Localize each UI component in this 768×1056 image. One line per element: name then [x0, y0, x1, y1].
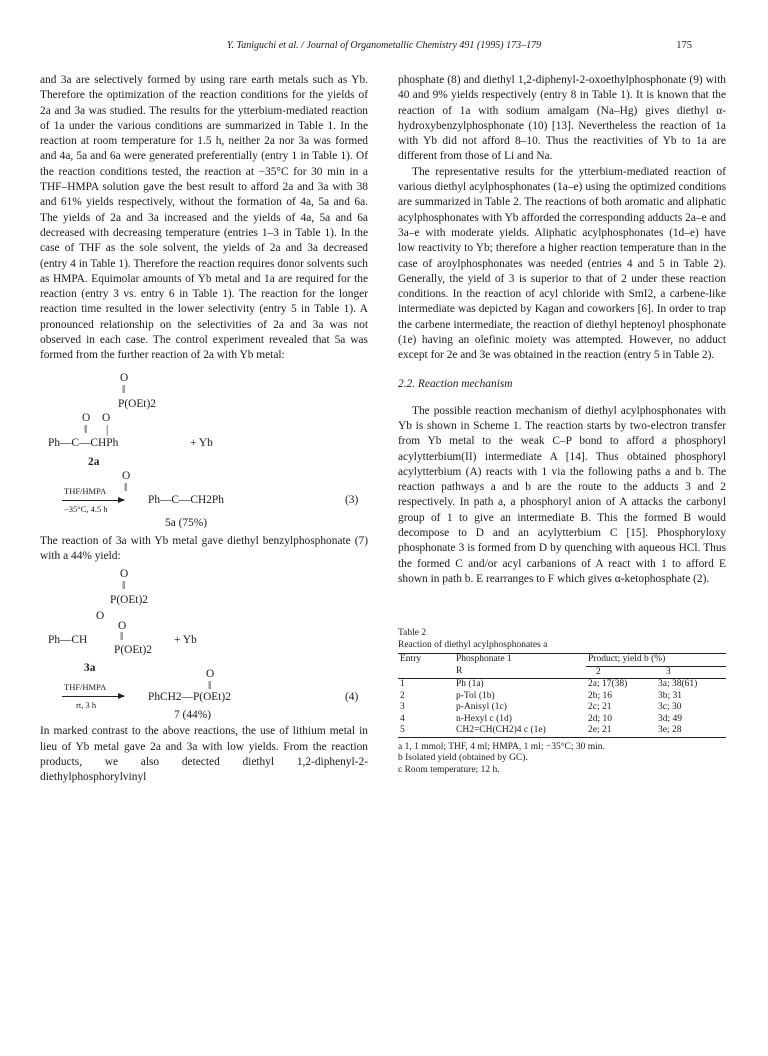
table-row: [398, 679, 726, 691]
equation-3: [40, 364, 368, 534]
eq4-p-label: 7 (44%): [174, 709, 212, 722]
eq3-cond-bot: −35°C, 4.5 h: [64, 503, 108, 514]
cell-r: Ph (1a): [456, 679, 484, 690]
eq3-s-main: Ph—C—CHPh: [48, 436, 119, 449]
left-paragraph-1: and 3a are selectively formed by using rare earth metals such as Yb. Therefore the optimization of the reaction conditions for the yields of 2a and 3a was studied. The results for the ytterbium-mediated reaction of 1a under the various conditions are summarized in Table 1. In the reaction at room temperature for 1.5 h, neither 2a nor 3a was formed and 4a, 5a and 6a were generated preferentially (entry 1 in Table 1). Of the reaction conditions tested, the reaction at −35°C for 30 min in a THF–HMPA solution gave the best result to afford 2a and 3a with 38 and 61% yields respectively, without the formation of 4a, 5a and 6a. The yields of 2a and 3a increased and the yields of 4a, 5a and 6a decreased with decreasing temperature (entries 1–3 in Table 1). In the case of THF as the sole solvent, the yields of 2a and 3a decreased (entry 4 in Table 1). Therefore the reaction requires donor solvents such as HMPA. Equimolar amounts of Yb metal and 1a are required for the reaction (entry 3 vs. entry 6 in Table 1). The reaction for the longer reaction time resulted in the lower selectivity (entry 5 in Table 1). A pronounced relationship on the selectivities of 2a and 3a was not observed in each case. The control experiment revealed that 5a was formed from the further reaction of 2a with Yb metal:: [40, 74, 368, 362]
eq4-p-dbl: ‖: [208, 680, 212, 693]
eq4-s-dbl2: ‖: [120, 631, 124, 644]
eq3-s-o3: O: [102, 411, 111, 424]
eq3-s-o: O: [120, 371, 129, 384]
cell-3: 3e; 28: [658, 725, 682, 736]
th-col3: 3: [666, 666, 671, 677]
eq4-s-poet2: P(OEt)2: [114, 644, 152, 657]
eq3-s-plus: + Yb: [190, 436, 213, 449]
eq4-s-o2: O: [96, 610, 105, 623]
th-entry: Entry: [400, 654, 422, 665]
right-paragraph-2: The representative results for the ytterbium-mediated reaction of various diethyl acylphosphonates (1a–e) using the optimized conditions are summarized in Table 2. The reactions of both aromatic and aliphatic acylphosphonates with Yb afforded the corresponding adducts 2a–e and 3a–e with moderate yields. Aliphatic acylphosphonates (1d–e) have low reactivity to Yb; therefore a higher reaction temperature than in the case of aroylphosphonates was needed (entries 4 and 5 in Table 2). Generally, the yield of 3 is superior to that of 2 under these reaction conditions. In the reaction of acyl chloride with SmI2, a carbene-like intermediate was depicted by Kagan and coworkers [6]. In order to trap the carbene intermediate, the reaction of diethyl heptenoyl phosphonate (1e) having an olefinic moiety was attempted. However, no adduct except for 2e and 3e was obtained in the reaction (entry 5 in Table 2).: [398, 165, 726, 362]
th-r: R: [456, 666, 463, 677]
table-caption-title: Reaction of diethyl acylphosphonates a: [398, 640, 548, 651]
eq4-p-o: O: [206, 668, 215, 681]
eq3-p-main: Ph—C—CH2Ph: [148, 493, 224, 506]
running-title: Y. Taniguchi et al. / Journal of Organometallic Chemistry 491 (1995) 173–179: [226, 40, 542, 51]
running-header: [0, 40, 768, 56]
eq3-s-poet: P(OEt)2: [118, 397, 156, 410]
table-row: [398, 691, 726, 703]
equation-4: [40, 564, 368, 724]
eq3-s-label: 2a: [88, 455, 100, 468]
eq3-s-dbl2: ‖: [84, 423, 88, 436]
cell-r: n-Hexyl c (1d): [456, 713, 512, 724]
right-paragraph-3: The possible reaction mechanism of diethyl acylphosphonates with Yb is shown in Scheme 1. The reaction starts by two-electron transfer from Yb metal to the weak C–P bond to afford a phosphoryl acylytterbium(II) intermediate A [14]. Thus obtained phosphoryl acylytterbium (A) reacts with 1 via the following paths a and b. The reaction pathways a and b are the route to the adducts 3 and 2 respectively. In path a, a phosphoryl anion of A attacks the carbonyl group of 1 to give an intermediate B. This the formed B would decompose to D and an acylytterbium C [15]. Phosphoryloxy phosphonate 3 is formed from D by quenching with aqueous HCl. Thus the formed C and/or acyl carbanions of A react with 1 to afford E shown in path b. E rearranges to F which gives α-ketophosphate (2).: [398, 404, 726, 585]
table-row: [398, 725, 726, 737]
right-column: [398, 73, 726, 776]
cell-2: 2d; 10: [588, 713, 613, 724]
th-product: Product; yield b (%): [586, 654, 726, 667]
cell-3: 3a; 38(61): [658, 679, 698, 690]
cell-2: 2c; 21: [588, 702, 612, 713]
table-row: [398, 702, 726, 714]
cell-r: p-Tol (1b): [456, 690, 495, 701]
eq4-arrow: [62, 696, 124, 697]
cell-entry: 1: [400, 679, 405, 690]
eq4-cond-bot: rt, 3 h: [76, 700, 97, 711]
eq4-s-main: Ph—CH: [48, 634, 88, 647]
left-column: [40, 73, 368, 785]
cell-3: 3d; 49: [658, 713, 683, 724]
table-footnotes: [398, 742, 726, 777]
cell-entry: 4: [400, 713, 405, 724]
cell-entry: 2: [400, 690, 405, 701]
left-paragraph-3: In marked contrast to the above reactions, the use of lithium metal in lieu of Yb metal gave 2a and 3a with low yields. From the reaction products, we also detected diethyl 1,2-diphenyl-2-diethylphosphorylvinyl: [40, 725, 368, 784]
th-col2: 2: [596, 666, 601, 677]
footnote-a: a 1, 1 mmol; THF, 4 ml; HMPA, 1 ml; −35°C; 30 min.: [398, 741, 605, 752]
eq4-s-poet: P(OEt)2: [110, 594, 148, 607]
eq3-s-bar: |: [106, 423, 109, 436]
eq4-cond-top: THF/HMPA: [64, 682, 107, 693]
cell-r: p-Anisyl (1c): [456, 702, 507, 713]
cell-3: 3c; 30: [658, 702, 682, 713]
cell-2: 2e; 21: [588, 725, 612, 736]
th-phosphonate: Phosphonate 1: [456, 654, 512, 665]
cell-2: 2b; 16: [588, 690, 613, 701]
eq4-p-main: PhCH2—P(OEt)2: [148, 691, 231, 704]
footnote-c: c Room temperature; 12 h.: [398, 764, 500, 775]
table-caption-number: Table 2: [398, 628, 427, 639]
eq3-number: (3): [345, 493, 359, 506]
cell-r: CH2=CH(CH2)4 c (1e): [456, 725, 546, 736]
cell-entry: 5: [400, 725, 405, 736]
table-2-data: [398, 653, 726, 738]
eq4-s-o3: O: [118, 620, 127, 633]
left-paragraph-2: The reaction of 3a with Yb metal gave diethyl benzylphosphonate (7) with a 44% yield:: [40, 534, 368, 562]
eq3-cond-top: THF/HMPA: [64, 485, 107, 496]
section-heading: 2.2. Reaction mechanism: [398, 377, 513, 390]
cell-2: 2a; 17(38): [588, 679, 628, 690]
table-row: [398, 714, 726, 726]
cell-3: 3b; 31: [658, 690, 683, 701]
eq4-s-o: O: [120, 568, 129, 581]
eq4-s-dbl: ‖: [122, 580, 126, 593]
right-paragraph-1: phosphate (8) and diethyl 1,2-diphenyl-2-oxoethylphosphonate (9) with 40 and 9% yields respectively (entry 8 in Table 1). It is known that the reaction of 1a with sodium amalgam (Na–Hg) gives diethyl α-hydroxybenzylphosphonate (10) [13]. Nevertheless the reaction of 1a with Yb did not afford 8–10. Thus the reactivities of Yb to 1a are different from those of Li and Na.: [398, 74, 726, 163]
eq3-p-dbl: ‖: [124, 481, 128, 494]
eq3-s-dbl: ‖: [122, 383, 126, 396]
eq3-p-label: 5a (75%): [165, 516, 208, 529]
eq3-s-o2: O: [82, 411, 91, 424]
eq4-number: (4): [345, 691, 359, 704]
table-2: [398, 627, 726, 776]
eq4-s-plus: + Yb: [174, 634, 197, 647]
eq3-p-o: O: [122, 469, 131, 482]
eq4-s-label: 3a: [84, 662, 96, 675]
cell-entry: 3: [400, 702, 405, 713]
page-number: 175: [676, 40, 692, 51]
footnote-b: b Isolated yield (obtained by GC).: [398, 753, 528, 764]
eq3-arrow: [62, 500, 124, 501]
